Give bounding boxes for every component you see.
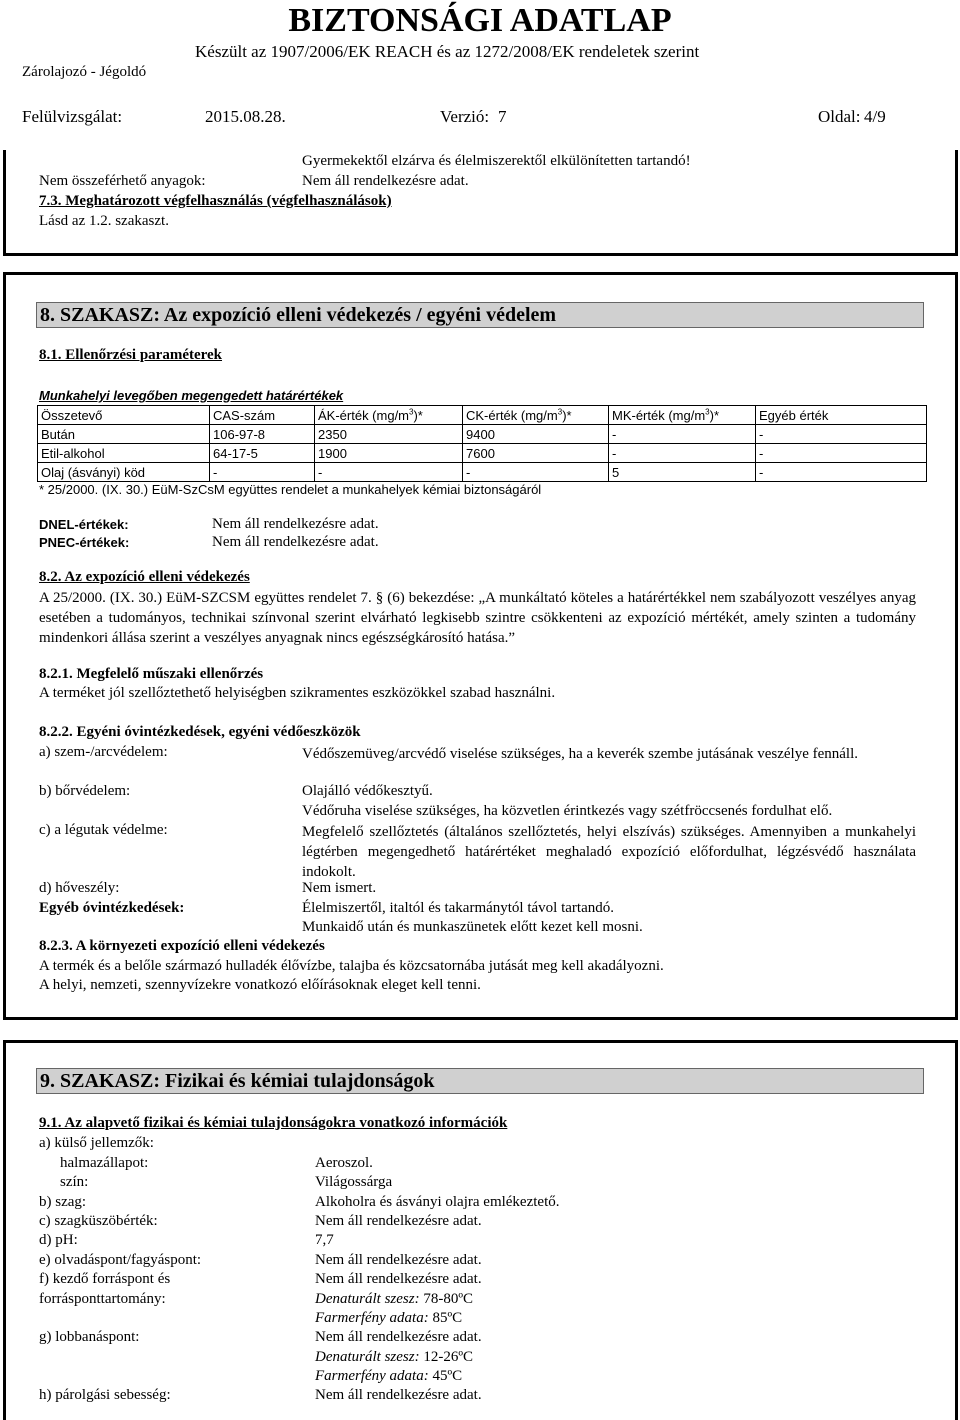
section-7-3-title: 7.3. Meghatározott végfelhasználás (végfelhasználások) — [39, 193, 392, 209]
table-footnote: * 25/2000. (IX. 30.) EüM-SzCsM együttes rendelet a munkahelyek kémiai biztonságáról — [39, 482, 542, 497]
unit-superscript: 3 — [705, 407, 710, 417]
section-8-2-2-title: 8.2.2. Egyéni óvintézkedések, egyéni védőeszközök — [39, 724, 361, 740]
table-cell: 64-17-5 — [210, 444, 315, 463]
boiling-point-value: Nem áll rendelkezésre adat. — [315, 1271, 482, 1287]
unit-superscript: 3 — [409, 407, 414, 417]
header-suffix: )* — [413, 407, 423, 423]
pnec-label: PNEC-értékek: — [39, 535, 130, 550]
odor-threshold-value: Nem áll rendelkezésre adat. — [315, 1213, 482, 1229]
table-cell: - — [315, 463, 463, 482]
section-8-title: 8. SZAKASZ: Az expozíció elleni védekezés / egyéni védelem — [36, 302, 924, 328]
header-suffix: )* — [562, 407, 572, 423]
header-cell: Egyéb érték — [756, 406, 927, 425]
section-8-2-text: A 25/2000. (IX. 30.) EüM-SZCSM együttes rendelet 7. § (6) bekezdése: „A munkáltató köteles a határértékkel nem szabályozott veszélyes anyag esetében a tudományos, technikai színvonal szerint elvárható legkisebb szintre csökkenteni az expozíció mértékét, amely szinten a tudomány mindenkori állása szerint a veszélyes anyagnak nincs egészségkárosító hatása.” — [39, 590, 916, 646]
thermal-hazard-label: d) hőveszély: — [39, 880, 120, 896]
flash-denat-label: Denaturált szesz: — [315, 1349, 420, 1365]
thermal-hazard-value: Nem ismert. — [302, 880, 377, 896]
flash-denat-row — [315, 1349, 473, 1366]
flash-denat-value: 12-26ºC — [423, 1349, 473, 1365]
flash-farm-row — [315, 1368, 462, 1385]
eye-protection-value: Védőszemüveg/arcvédő viselése szükséges, ha a keverék szembe jutásának veszélye fennáll. — [302, 746, 859, 762]
product-name: Zárolajozó - Jégoldó — [22, 64, 147, 80]
evaporation-rate-value: Nem áll rendelkezésre adat. — [315, 1387, 482, 1403]
table-cell: 2350 — [315, 425, 463, 444]
unit-superscript: 3 — [557, 407, 563, 417]
section-8-2-1-text: A terméket jól szellőztethető helyiségben szikramentes eszközökkel szabad használni. — [39, 685, 556, 701]
other-measures-value-2: Munkaidő után és munkaszünetek előtt kezet kell mosni. — [302, 919, 643, 935]
table-cell: - — [609, 444, 756, 463]
table-row — [38, 425, 927, 444]
table-cell: - — [756, 463, 927, 482]
table-cell: 7600 — [463, 444, 609, 463]
section-8-1-title: 8.1. Ellenőrzési paraméterek — [39, 347, 223, 363]
appearance-label: a) külső jellemzők: — [39, 1135, 154, 1151]
melting-point-label: e) olvadáspont/fagyáspont: — [39, 1252, 202, 1268]
other-measures-label: Egyéb óvintézkedések: — [39, 900, 185, 916]
ph-label: d) pH: — [39, 1232, 78, 1248]
table-cell: 106-97-8 — [210, 425, 315, 444]
pnec-value: Nem áll rendelkezésre adat. — [212, 534, 379, 550]
color-value: Világossárga — [315, 1174, 393, 1190]
flash-farm-label: Farmerfény adata: — [315, 1368, 429, 1384]
header-cell — [315, 406, 463, 425]
header-text: ÁK-érték (mg/m — [318, 407, 410, 423]
color-label: szín: — [60, 1174, 89, 1190]
respiratory-protection-value: Megfelelő szellőztetés (általános szellőztetés, helyi elszívás) szükséges. Amennyiben a munkahelyi légtérben megengedhető határértéket meghaladó expozíció előfordulhat, légzésvédő használata indokolt. — [302, 824, 916, 880]
eye-protection-label: a) szem-/arcvédelem: — [39, 744, 168, 760]
storage-note: Gyermekektől elzárva és élelmiszerektől elkülönítetten tartandó! — [302, 153, 691, 169]
table-cell: - — [756, 444, 927, 463]
other-measures-value: Élelmiszertől, italtól és takarmánytól távol tartandó. — [302, 900, 614, 916]
table-caption: Munkahelyi levegőben megengedett határértékek — [39, 388, 344, 403]
section-9-box — [3, 1040, 958, 1420]
header-text: MK-érték (mg/m — [612, 407, 706, 423]
section-8-2-title: 8.2. Az expozíció elleni védekezés — [39, 569, 250, 585]
melting-point-value: Nem áll rendelkezésre adat. — [315, 1252, 482, 1268]
skin-protection-value: Olajálló védőkesztyű. — [302, 783, 433, 799]
table-cell: Etil-alkohol — [38, 444, 210, 463]
review-date: 2015.08.28. — [205, 107, 286, 126]
table-cell: 9400 — [463, 425, 609, 444]
odor-threshold-label: c) szagküszöbérték: — [39, 1213, 158, 1229]
dnel-label: DNEL-értékek: — [39, 517, 129, 532]
evaporation-rate-label: h) párolgási sebesség: — [39, 1387, 171, 1403]
environmental-text-1: A termék és a belőle származó hulladék élővízbe, talajba és közcsatornába jutását meg kell akadályozni. — [39, 958, 664, 974]
skin-protection-label: b) bőrvédelem: — [39, 783, 131, 799]
physical-state-value: Aeroszol. — [315, 1155, 373, 1171]
table-cell: - — [463, 463, 609, 482]
boiling-denat-row — [315, 1291, 473, 1308]
physical-state-label: halmazállapot: — [60, 1155, 149, 1171]
page-label: Oldal: — [818, 107, 861, 126]
header-cell: CAS-szám — [210, 406, 315, 425]
header-cell — [463, 406, 609, 425]
flash-point-value: Nem áll rendelkezésre adat. — [315, 1329, 482, 1345]
table-cell: 1900 — [315, 444, 463, 463]
header-cell: Összetevő — [38, 406, 210, 425]
document-title: BIZTONSÁGI ADATLAP — [288, 2, 672, 39]
table-cell: - — [609, 425, 756, 444]
section-9-title: 9. SZAKASZ: Fizikai és kémiai tulajdonságok — [36, 1068, 924, 1094]
odor-value: Alkoholra és ásványi olajra emlékeztető. — [315, 1194, 560, 1210]
section-8-2-3-title: 8.2.3. A környezeti expozíció elleni védekezés — [39, 938, 325, 954]
boiling-farm-label: Farmerfény adata: — [315, 1310, 429, 1326]
table-cell: 5 — [609, 463, 756, 482]
environmental-text-2: A helyi, nemzeti, szennyvízekre vonatkozó előírásoknak eleget kell tenni. — [39, 977, 481, 993]
skin-protection-value-2: Védőruha viselése szükséges, ha közvetlen érintkezés vagy szétfröccsenés fordulhat elő. — [302, 803, 833, 819]
dnel-value: Nem áll rendelkezésre adat. — [212, 516, 379, 532]
table-cell: - — [756, 425, 927, 444]
table-cell: - — [210, 463, 315, 482]
boiling-point-label: f) kezdő forráspont és — [39, 1271, 171, 1287]
section-9-1-title: 9.1. Az alapvető fizikai és kémiai tulajdonságokra vonatkozó információk — [39, 1115, 508, 1131]
table-cell: Bután — [38, 425, 210, 444]
boiling-denat-value: 78-80ºC — [423, 1291, 473, 1307]
boiling-denat-label: Denaturált szesz: — [315, 1291, 420, 1307]
flash-point-label: g) lobbanáspont: — [39, 1329, 140, 1345]
boiling-range-label: forrásponttartomány: — [39, 1291, 166, 1307]
table-header-row — [38, 406, 927, 425]
section-7-3-text: Lásd az 1.2. szakaszt. — [39, 213, 169, 229]
exposure-limits-table — [37, 405, 927, 482]
boiling-farm-value: 85ºC — [432, 1310, 463, 1326]
version-number: 7 — [498, 107, 507, 126]
header-cell — [609, 406, 756, 425]
header-suffix: )* — [709, 407, 720, 423]
review-label: Felülvizsgálat: — [22, 107, 123, 126]
document-subtitle: Készült az 1907/2006/EK REACH és az 1272/2008/EK rendeletek szerint — [195, 42, 700, 61]
table-row — [38, 463, 927, 482]
incompatible-label: Nem összeférhető anyagok: — [39, 173, 206, 189]
section-8-2-1-title: 8.2.1. Megfelelő műszaki ellenőrzés — [39, 666, 264, 682]
header-text: CK-érték (mg/m — [466, 407, 558, 423]
respiratory-protection-label: c) a légutak védelme: — [39, 822, 168, 838]
boiling-farm-row — [315, 1310, 462, 1327]
table-row — [38, 444, 927, 463]
flash-farm-value: 45ºC — [432, 1368, 463, 1384]
version-label: Verzió: — [440, 107, 490, 126]
table-cell: Olaj (ásványi) köd — [38, 463, 210, 482]
ph-value: 7,7 — [315, 1232, 334, 1248]
odor-label: b) szag: — [39, 1194, 87, 1210]
incompatible-value: Nem áll rendelkezésre adat. — [302, 173, 469, 189]
page-number: 4/9 — [864, 107, 886, 126]
